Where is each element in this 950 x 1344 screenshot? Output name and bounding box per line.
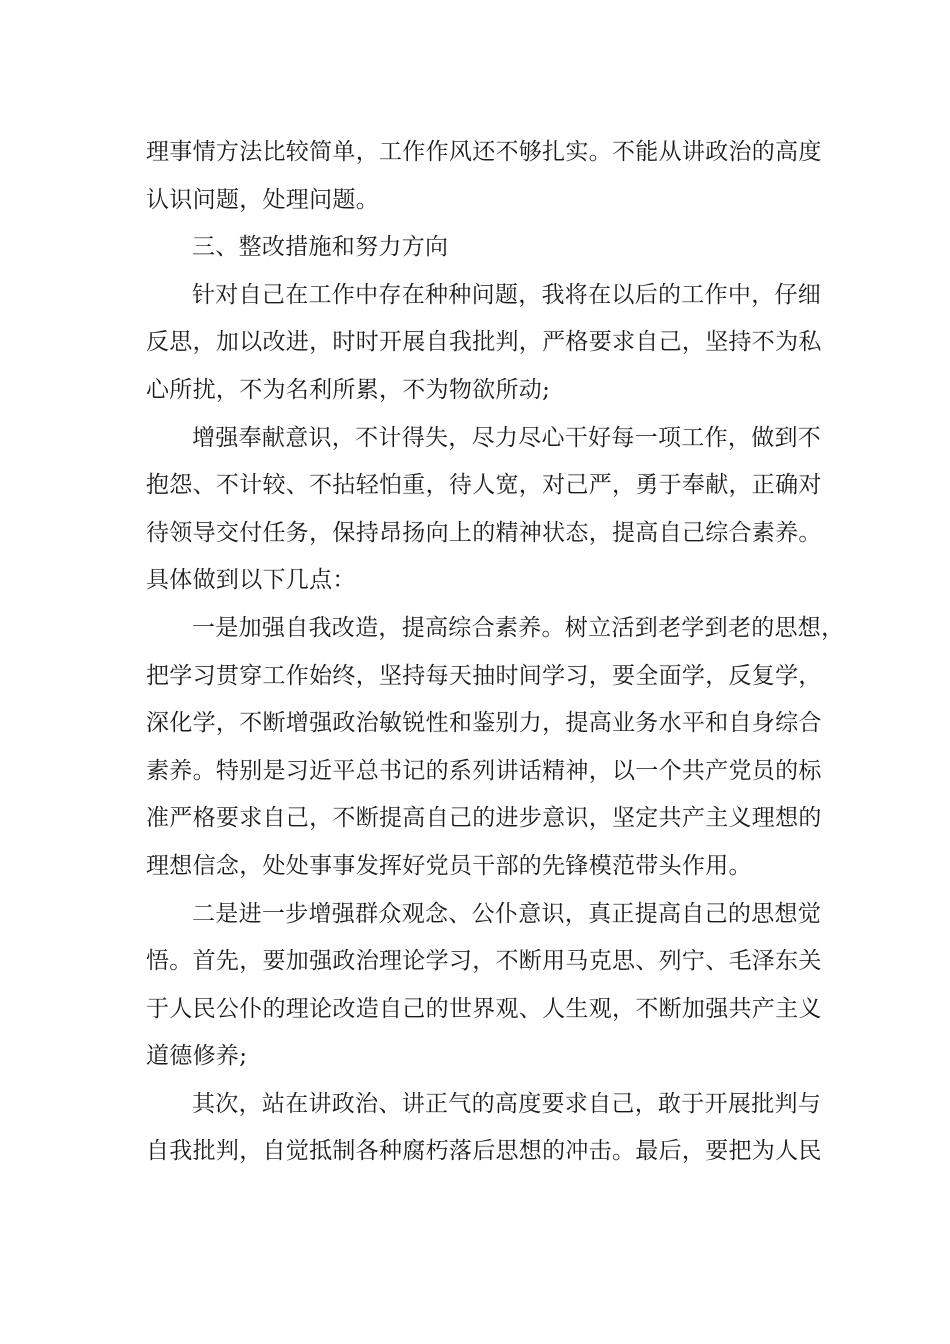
document-body — [146, 129, 845, 1176]
text-line: 素养。特别是习近平总书记的系列讲话精神，以一个共产党员的标 — [146, 757, 822, 784]
text-line: 道德修养; — [146, 1043, 248, 1070]
text-line: 增强奉献意识，不计得失，尽力尽心干好每一项工作，做到不 — [192, 424, 822, 451]
text-line: 其次，站在讲政治、讲正气的高度要求自己，敢于开展批判与 — [192, 1090, 822, 1117]
text-line: 理事情方法比较简单，工作作风还不够扎实。不能从讲政治的高度 — [146, 139, 822, 165]
text-line: 待领导交付任务，保持昂扬向上的精神状态，提高自己综合素养。 — [146, 519, 822, 546]
text-line: 悟。首先，要加强政治理论学习，不断用马克思、列宁、毛泽东关 — [146, 948, 822, 975]
text-line: 理想信念，处处事事发挥好党员干部的先锋模范带头作用。 — [146, 852, 752, 879]
text-line: 具体做到以下几点： — [146, 567, 356, 594]
text-line: 针对自己在工作中存在种种问题，我将在以后的工作中，仔细 — [192, 281, 822, 308]
text-line: 自我批判，自觉抵制各种腐朽落后思想的冲击。最后，要把为人民 — [146, 1138, 822, 1165]
section-heading: 三、整改措施和努力方向 — [192, 234, 449, 261]
text-line: 一是加强自我改造，提高综合素养。树立活到老学到老的思想， — [192, 614, 845, 641]
text-line: 把学习贯穿工作始终，坚持每天抽时间学习，要全面学，反复学， — [146, 662, 822, 689]
text-line: 反思，加以改进，时时开展自我批判，严格要求自己，坚持不为私 — [146, 329, 822, 356]
text-line: 深化学，不断增强政治敏锐性和鉴别力，提高业务水平和自身综合 — [146, 710, 822, 737]
text-line: 认识问题，处理问题。 — [146, 186, 379, 213]
text-line: 于人民公仆的理论改造自己的世界观、人生观，不断加强共产主义 — [146, 995, 822, 1022]
text-line: 心所扰，不为名利所累，不为物欲所动; — [146, 376, 551, 403]
text-line: 二是进一步增强群众观念、公仆意识，真正提高自己的思想觉 — [192, 900, 822, 927]
text-line: 准严格要求自己，不断提高自己的进步意识，坚定共产主义理想的 — [146, 805, 822, 832]
text-line: 抱怨、不计较、不拈轻怕重，待人宽，对己严，勇于奉献，正确对 — [146, 472, 822, 499]
